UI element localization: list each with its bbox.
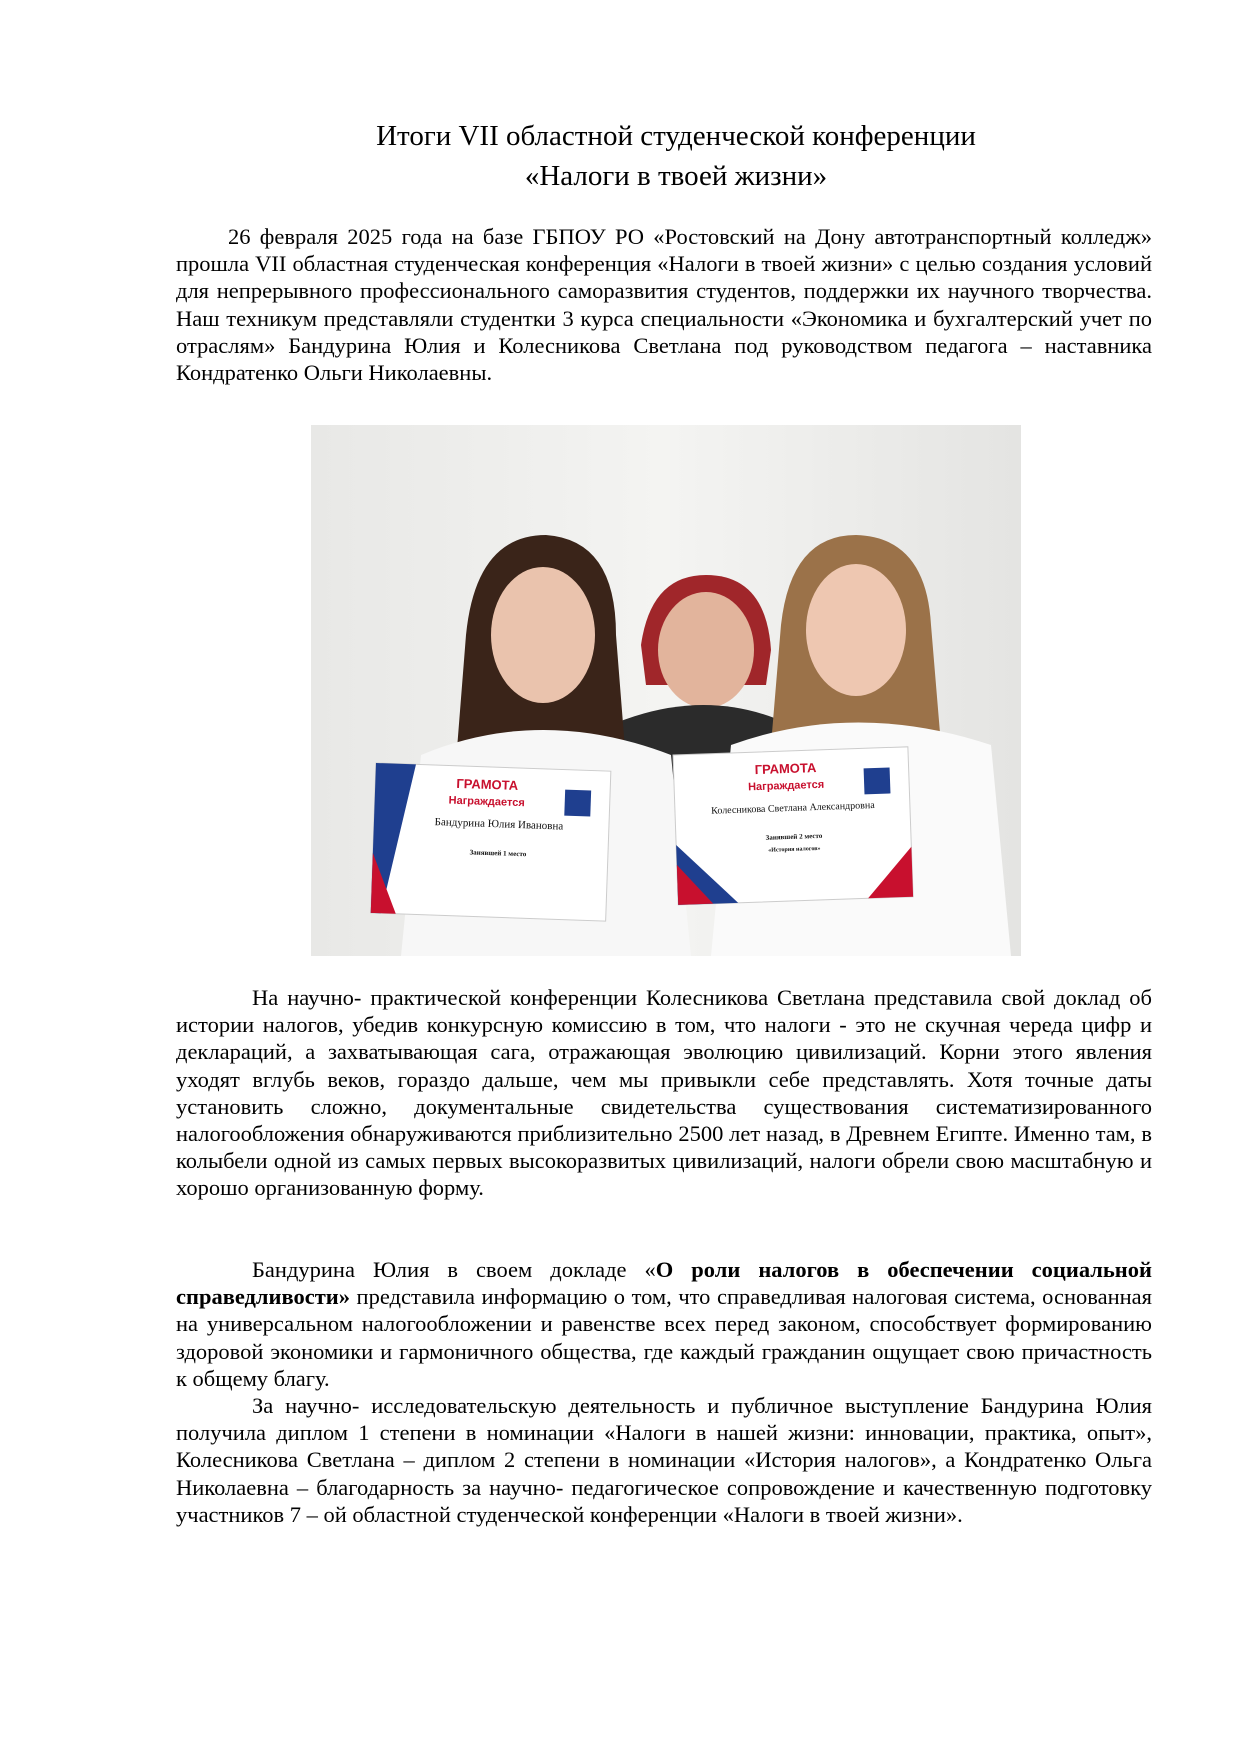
- left-cert-subtitle: Награждается: [448, 794, 525, 810]
- right-cert-subtitle: Награждается: [747, 778, 825, 794]
- page-title: [176, 116, 1176, 196]
- paragraph-awards: За научно- исследовательскую деятельность и публичное выступление Бандурина Юлия получила диплом 1 степени в номинации «Налоги в нашей жизни: инновации, практика, опыт», Колесникова Светлана – диплом 2 степени в номинации «История налогов», а Кондратенко Ольга Николаевна – благодарность за научно- педагогическое сопровождение и качественную подготовку участников 7 – ой областной студенческой конференции «Налоги в твоей жизни».: [176, 1393, 1152, 1527]
- paragraph-justice: [176, 1256, 1152, 1392]
- p3-report-title: О роли налогов в обеспечении социальной справедливости»: [176, 1257, 1152, 1310]
- paragraph-history: На научно- практической конференции Колесникова Светлана представила свой доклад об истории налогов, убедив конкурсную комиссию в том, что налоги - это не скучная череда цифр и деклараций, а захватывающая сага, отражающая эволюцию цивилизаций. Корни этого явления уходят вглубь веков, гораздо дальше, чем мы привыкли себе представлять. Хотя точные даты установить сложно, документальные свидетельства существования систематизированного налогообложения обнаруживаются приблизительно 2500 лет назад, в Древнем Египте. Именно там, в колыбели одной из самых первых высокоразвитых цивилизаций, налоги обрели свою масштабную и хорошо организованную форму.: [176, 985, 1152, 1201]
- left-cert-title: ГРАМОТА: [456, 775, 519, 793]
- group-photo: [311, 425, 1021, 956]
- p3-start: Бандурина Юлия в своем докладе «: [252, 1257, 656, 1282]
- right-cert-name: Колесникова Светлана Александровна: [711, 799, 875, 817]
- left-cert-place: Занявшей 1 место: [469, 848, 527, 859]
- right-cert-title: ГРАМОТА: [754, 760, 817, 778]
- title-line-1: Итоги VII областной студенческой конференции: [376, 120, 976, 152]
- p3-end: представила информацию о том, что справедливая налоговая система, основанная на универсальном налогообложении и равенстве всех перед законом, способствует формированию здоровой экономики и гармоничного общества, где каждый гражданин ощущает свою причастность к общему благу.: [176, 1284, 1152, 1391]
- title-line-2: «Налоги в твоей жизни»: [524, 160, 828, 192]
- left-certificate: [371, 763, 611, 921]
- right-certificate: [673, 747, 913, 905]
- left-cert-name: Бандурина Юлия Ивановна: [434, 816, 564, 833]
- intro-paragraph: 26 февраля 2025 года на базе ГБПОУ РО «Ростовский на Дону автотранспортный колледж» прошла VII областная студенческая конференция «Налоги в твоей жизни» с целью создания условий для непрерывного профессионального саморазвития студентов, поддержки их научного творчества. Наш техникум представляли студентки 3 курса специальности «Экономика и бухгалтерский учет по отраслям» Бандурина Юлия и Колесникова Светлана под руководством педагога – наставника Кондратенко Ольги Николаевны.: [176, 224, 1152, 386]
- right-cert-nomination: «История налогов»: [768, 845, 821, 854]
- right-cert-place: Занявшей 2 место: [765, 831, 823, 842]
